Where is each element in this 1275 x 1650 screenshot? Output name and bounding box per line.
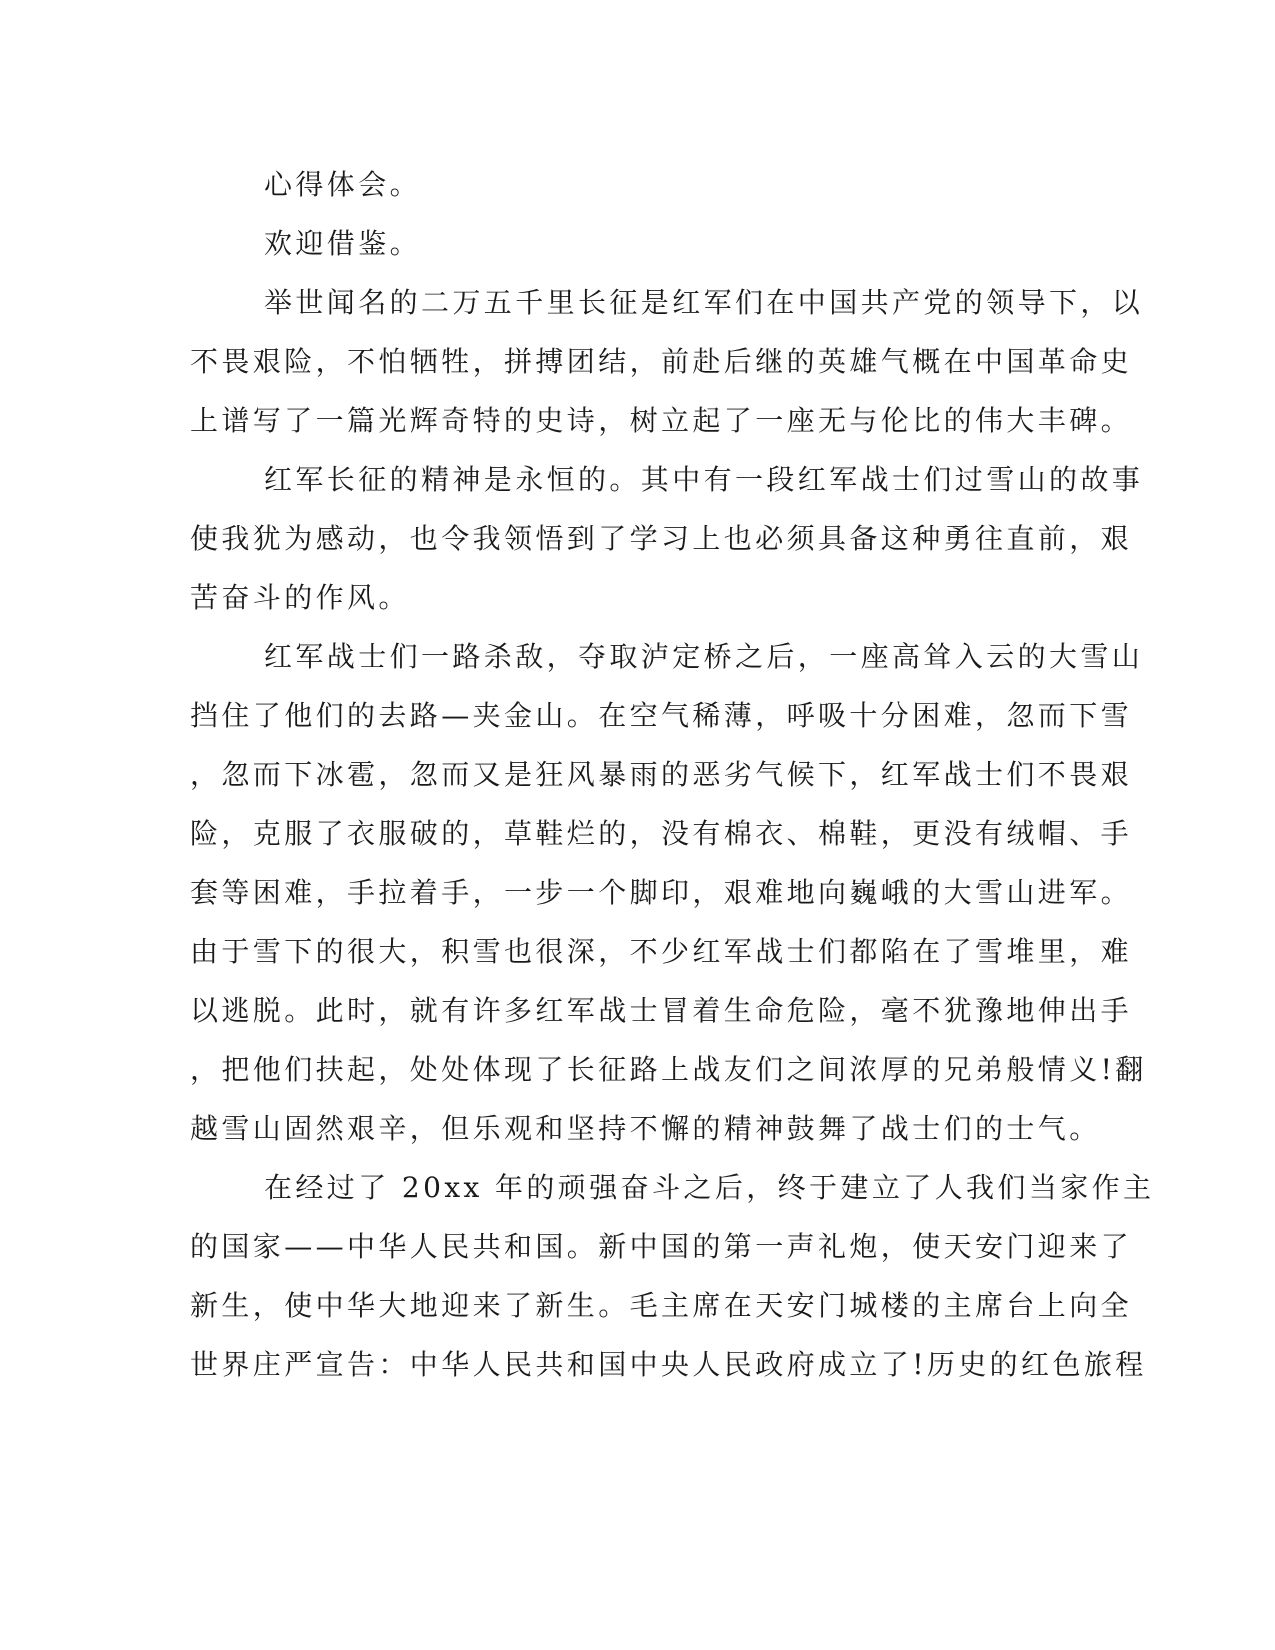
text-line: 心得体会。 bbox=[264, 168, 422, 201]
text-line: 红军长征的精神是永恒的。其中有一段红军战士们过雪山的故事 bbox=[264, 463, 1144, 496]
text-line: ，把他们扶起，处处体现了长征路上战友们之间浓厚的兄弟般情义!翻 bbox=[190, 1053, 1147, 1086]
text-line: 的国家——中华人民共和国。新中国的第一声礼炮，使天安门迎来了 bbox=[190, 1230, 1133, 1263]
text-line: 由于雪下的很大，积雪也很深，不少红军战士们都陷在了雪堆里，难 bbox=[190, 935, 1133, 968]
text-line: 使我犹为感动，也令我领悟到了学习上也必须具备这种勇往直前，艰 bbox=[190, 522, 1133, 555]
text-line: 在经过了 20xx 年的顽强奋斗之后，终于建立了人我们当家作主 bbox=[264, 1171, 1155, 1204]
text-line: 险，克服了衣服破的，草鞋烂的，没有棉衣、棉鞋，更没有绒帽、手 bbox=[190, 817, 1133, 850]
text-line: 越雪山固然艰辛，但乐观和坚持不懈的精神鼓舞了战士们的士气。 bbox=[190, 1112, 1101, 1145]
text-line: 欢迎借鉴。 bbox=[264, 227, 422, 260]
text-line: 以逃脱。此时，就有许多红军战士冒着生命危险，毫不犹豫地伸出手 bbox=[190, 994, 1133, 1027]
text-line: 新生，使中华大地迎来了新生。毛主席在天安门城楼的主席台上向全 bbox=[190, 1289, 1133, 1322]
text-line: 红军战士们一路杀敌，夺取泸定桥之后，一座高耸入云的大雪山 bbox=[264, 640, 1144, 673]
text-line: 世界庄严宣告：中华人民共和国中央人民政府成立了!历史的红色旅程 bbox=[190, 1348, 1147, 1381]
text-line: 举世闻名的二万五千里长征是红军们在中国共产党的领导下，以 bbox=[264, 286, 1144, 319]
text-line: 挡住了他们的去路—夹金山。在空气稀薄，呼吸十分困难，忽而下雪 bbox=[190, 699, 1133, 732]
text-line: 上谱写了一篇光辉奇特的史诗，树立起了一座无与伦比的伟大丰碑。 bbox=[190, 404, 1133, 437]
text-line: ，忽而下冰雹，忽而又是狂风暴雨的恶劣气候下，红军战士们不畏艰 bbox=[190, 758, 1133, 791]
text-line: 套等困难，手拉着手，一步一个脚印，艰难地向巍峨的大雪山进军。 bbox=[190, 876, 1133, 909]
text-line: 苦奋斗的作风。 bbox=[190, 581, 410, 614]
text-line: 不畏艰险，不怕牺牲，拼搏团结，前赴后继的英雄气概在中国革命史 bbox=[190, 345, 1133, 378]
